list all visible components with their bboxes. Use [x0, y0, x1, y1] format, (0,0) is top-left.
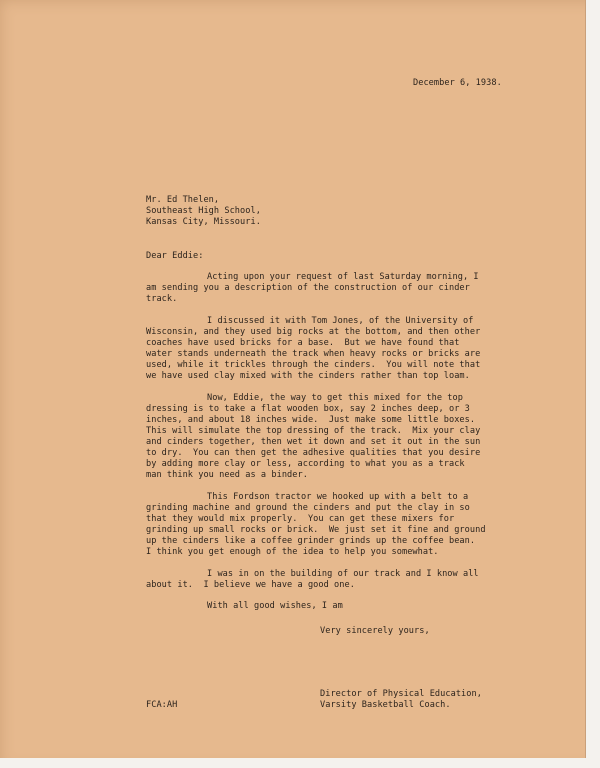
recipient-line: Mr. Ed Thelen,	[146, 195, 220, 205]
signature-title-line: Director of Physical Education,	[320, 689, 482, 699]
body-line: that they would mix properly. You can get these mixers for	[146, 514, 455, 524]
body-line: I was in on the building of our track and I know all	[207, 569, 479, 579]
closing: Very sincerely yours,	[320, 626, 430, 636]
body-line: dressing is to take a flat wooden box, say 2 inches deep, or 3	[146, 404, 470, 414]
body-line: we have used clay mixed with the cinders rather than top loam.	[146, 371, 470, 381]
body-line: Acting upon your request of last Saturday morning, I	[207, 272, 479, 282]
recipient-line: Kansas City, Missouri.	[146, 217, 261, 227]
body-line: Wisconsin, and they used big rocks at the bottom, and then other	[146, 327, 481, 337]
body-line: to dry. You can then get the adhesive qualities that you desire	[146, 448, 481, 458]
body-line: track.	[146, 294, 178, 304]
body-line: man think you need as a binder.	[146, 470, 308, 480]
body-line: This will simulate the top dressing of the track. Mix your clay	[146, 426, 481, 436]
body-line: and cinders together, then wet it down and set it out in the sun	[146, 437, 481, 447]
body-line: grinding machine and ground the cinders and put the clay in so	[146, 503, 470, 513]
body-line: I discussed it with Tom Jones, of the University of	[207, 316, 474, 326]
body-line: used, while it trickles through the cinders. You will note that	[146, 360, 481, 370]
body-line: inches, and about 18 inches wide. Just make some little boxes.	[146, 415, 476, 425]
body-line: With all good wishes, I am	[207, 601, 343, 611]
recipient-line: Southeast High School,	[146, 206, 261, 216]
signature-title-line: Varsity Basketball Coach.	[320, 700, 451, 710]
body-line: This Fordson tractor we hooked up with a belt to a	[207, 492, 469, 502]
scan-edge-right	[585, 0, 600, 768]
body-line: am sending you a description of the construction of our cinder	[146, 283, 470, 293]
body-line: up the cinders like a coffee grinder grinds up the coffee bean.	[146, 536, 476, 546]
body-line: by adding more clay or less, according to what you as a track	[146, 459, 465, 469]
body-line: water stands underneath the track when heavy rocks or bricks are	[146, 349, 481, 359]
letter-date: December 6, 1938.	[413, 78, 502, 88]
typist-initials: FCA:AH	[146, 700, 178, 710]
body-line: coaches have used bricks for a base. But we have found that	[146, 338, 460, 348]
salutation: Dear Eddie:	[146, 251, 204, 261]
body-line: grinding up small rocks or brick. We just set it fine and ground	[146, 525, 486, 535]
body-line: I think you get enough of the idea to help you somewhat.	[146, 547, 439, 557]
body-line: about it. I believe we have a good one.	[146, 580, 355, 590]
scan-edge-bottom	[0, 758, 600, 768]
body-line: Now, Eddie, the way to get this mixed for the top	[207, 393, 463, 403]
